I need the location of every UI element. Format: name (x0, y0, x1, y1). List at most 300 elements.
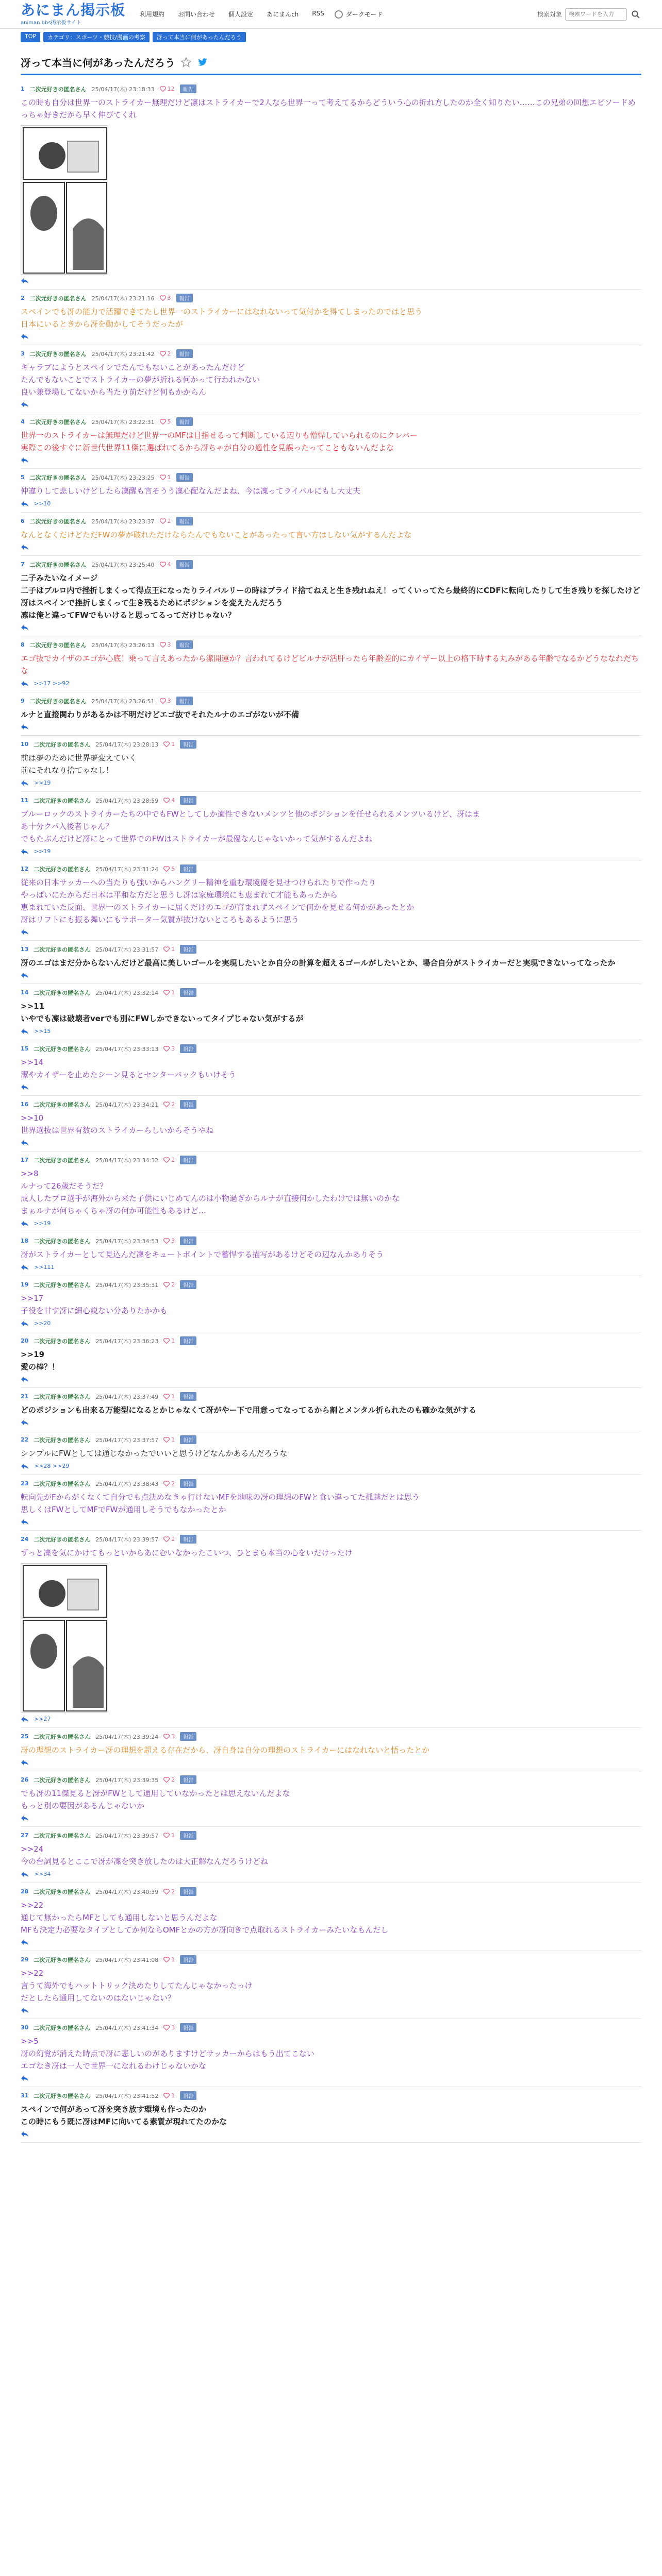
post-footer (21, 1419, 641, 1426)
report-button[interactable]: 報告 (180, 1887, 196, 1896)
reply-links[interactable]: >>28 >>29 (34, 1463, 70, 1469)
report-button[interactable]: 報告 (180, 865, 196, 873)
post-footer (21, 544, 641, 550)
report-button[interactable]: 報告 (180, 1732, 196, 1741)
like-button[interactable] (160, 641, 171, 648)
report-button[interactable]: 報告 (180, 1336, 196, 1345)
post-number[interactable]: 14 (21, 989, 29, 996)
reply-icon[interactable] (21, 1815, 29, 1821)
poster-name: 二次元好きの匿名さん (34, 1281, 91, 1289)
post (21, 636, 641, 692)
report-button[interactable]: 報告 (176, 640, 193, 649)
post-body: >>10 世界選抜は世界有数のストライカーらしいからそうやね (21, 1113, 214, 1135)
post-date: 25/04/17(木) 23:26:13 (91, 641, 155, 649)
post-number[interactable]: 4 (21, 418, 25, 425)
like-button[interactable] (160, 295, 171, 301)
like-count: 3 (171, 1733, 175, 1740)
post-meta (21, 697, 641, 705)
heart-icon (163, 1889, 170, 1894)
report-button[interactable]: 報告 (176, 294, 193, 302)
heart-icon (160, 518, 166, 524)
reply-links[interactable]: >>20 (34, 1320, 51, 1327)
post-body: >>17 子役を甘す冴に細心説ない分ありたかかも (21, 1294, 168, 1315)
report-button[interactable]: 報告 (176, 517, 193, 526)
post-meta (21, 2023, 641, 2032)
reply-icon[interactable] (21, 1028, 29, 1035)
poster-name: 二次元好きの匿名さん (34, 1045, 91, 1053)
post (21, 469, 641, 513)
post-number[interactable]: 19 (21, 1281, 29, 1288)
post-date: 25/04/17(木) 23:31:57 (95, 946, 159, 953)
nav-animanch[interactable]: あにまんch (267, 11, 299, 18)
post-meta (21, 560, 641, 569)
post-footer (21, 500, 641, 507)
reply-links[interactable]: >>111 (34, 1264, 55, 1270)
heart-icon (163, 1394, 170, 1399)
reply-icon[interactable] (21, 1939, 29, 1945)
report-button[interactable]: 報告 (180, 1392, 196, 1401)
post (21, 2087, 641, 2143)
report-button[interactable]: 報告 (180, 1535, 196, 1544)
post-number[interactable]: 3 (21, 350, 25, 357)
like-button[interactable] (160, 86, 175, 92)
post-number[interactable]: 23 (21, 1480, 29, 1487)
heart-icon (160, 698, 166, 704)
post-meta (21, 1775, 641, 1784)
poster-name: 二次元好きの匿名さん (29, 518, 87, 525)
like-count: 1 (171, 1337, 175, 1344)
like-button[interactable] (163, 2024, 175, 2031)
reply-links[interactable]: >>19 (34, 779, 51, 786)
like-button[interactable] (163, 1337, 175, 1344)
post-date: 25/04/17(木) 23:23:25 (91, 474, 155, 481)
post-body: なんとなくだけどただFWの夢が破れただけならたんでもないことがあったって言い方はしない気がするんだよな (21, 530, 412, 539)
reply-links[interactable]: >>19 (34, 1220, 51, 1227)
post-meta (21, 1156, 641, 1164)
heart-icon (163, 1777, 170, 1783)
post-number[interactable]: 10 (21, 741, 29, 748)
like-count: 4 (171, 797, 175, 804)
reply-icon[interactable] (21, 1519, 29, 1525)
like-button[interactable] (163, 2092, 175, 2099)
like-count: 1 (171, 946, 175, 953)
poster-name: 二次元好きの匿名さん (34, 1393, 91, 1400)
post-number[interactable]: 13 (21, 946, 29, 953)
post-date: 25/04/17(木) 23:41:52 (95, 2092, 159, 2099)
report-button[interactable]: 報告 (180, 2091, 196, 2100)
reply-icon[interactable] (21, 1320, 29, 1327)
reply-links[interactable]: >>27 (34, 1716, 51, 1722)
post-body: ブルーロックのストライカーたちの中でもFWとしてしか適性できないメンツと他のポジションを任せられるメンツいるけど、冴はま あ十分クパ入後者じゃん？ でもたぶんだけど冴にとって世界でのFWはストライカーが最優なんじゃないかって気がするんだよね (21, 809, 480, 843)
like-count: 2 (171, 1480, 175, 1487)
like-button[interactable] (160, 474, 171, 481)
poster-name: 二次元好きの匿名さん (34, 1832, 91, 1839)
like-button[interactable] (160, 418, 171, 425)
post-date: 25/04/17(木) 23:25:40 (91, 561, 155, 568)
poster-name: 二次元好きの匿名さん (34, 1157, 91, 1164)
heart-icon (163, 866, 170, 872)
report-button[interactable]: 報告 (176, 473, 193, 482)
post-number[interactable]: 5 (21, 474, 25, 481)
heart-icon (163, 1437, 170, 1443)
like-button[interactable] (163, 1832, 175, 1839)
post-footer (21, 278, 641, 284)
report-button[interactable]: 報告 (180, 1044, 196, 1053)
report-button[interactable]: 報告 (180, 1955, 196, 1964)
poster-name: 二次元好きの匿名さん (29, 350, 87, 358)
reply-icon[interactable] (21, 2131, 29, 2137)
post (21, 941, 641, 984)
like-button[interactable] (160, 561, 171, 568)
heart-icon (160, 642, 166, 648)
reply-icon[interactable] (21, 849, 29, 855)
post-number[interactable]: 25 (21, 1733, 29, 1740)
like-button[interactable] (160, 350, 171, 357)
like-button[interactable] (163, 1956, 175, 1963)
search-input[interactable] (565, 8, 627, 21)
report-button[interactable]: 報告 (180, 1435, 196, 1444)
post (21, 556, 641, 636)
post-meta (21, 1955, 641, 1964)
post (21, 2019, 641, 2087)
reply-icon[interactable] (21, 1264, 29, 1270)
report-button[interactable]: 報告 (180, 740, 196, 749)
post-date: 25/04/17(木) 23:22:31 (91, 418, 155, 426)
reply-icon[interactable] (21, 1140, 29, 1146)
post-meta (21, 2091, 641, 2100)
nav-terms[interactable]: 利用規約 (140, 11, 165, 18)
post-body: >>24 今の台詞見るとここで冴が凜を突き放したのは大正解なんだろうけどね (21, 1844, 269, 1866)
post-number[interactable]: 7 (21, 561, 25, 568)
like-count: 2 (171, 1888, 175, 1895)
post-meta (21, 417, 641, 426)
post-meta (21, 294, 641, 302)
post-number[interactable]: 28 (21, 1888, 29, 1895)
post-body: >>19 愛の棒？！ (21, 1350, 60, 1371)
post (21, 736, 641, 792)
like-button[interactable] (160, 698, 171, 704)
post-date: 25/04/17(木) 23:34:32 (95, 1157, 159, 1164)
post-number[interactable]: 11 (21, 797, 29, 804)
like-button[interactable] (163, 797, 175, 804)
post-body: >>22 通じて無かったらMFとしても通用しないと思うんだよな MFも決定力必要なタイプとしてか何ならOMFとかの方が冴向きで点取れるストライカーみたいなもんだし (21, 1901, 389, 1935)
dark-mode-label: ダークモード (345, 11, 383, 18)
reply-icon[interactable] (21, 1084, 29, 1090)
reply-icon[interactable] (21, 1716, 29, 1722)
site-logo[interactable] (21, 3, 125, 26)
like-count: 4 (167, 561, 171, 568)
post-footer (21, 929, 641, 935)
like-button[interactable] (163, 1776, 175, 1783)
search-icon[interactable] (630, 9, 641, 20)
reply-icon[interactable] (21, 1221, 29, 1227)
post-meta (21, 1887, 641, 1896)
breadcrumb (0, 29, 662, 42)
report-button[interactable]: 報告 (180, 1100, 196, 1109)
reply-icon[interactable] (21, 2007, 29, 2013)
like-button[interactable] (163, 1436, 175, 1443)
post-meta (21, 349, 641, 358)
heart-icon (163, 2025, 170, 2030)
heart-icon (163, 1157, 170, 1163)
like-button[interactable] (163, 1045, 175, 1052)
nav-settings[interactable]: 個人設定 (228, 11, 254, 18)
heart-icon (163, 1338, 170, 1344)
post-date: 25/04/17(木) 23:26:51 (91, 698, 155, 705)
post (21, 1096, 641, 1151)
twitter-icon[interactable] (197, 57, 208, 68)
post-meta (21, 1236, 641, 1245)
post (21, 1827, 641, 1883)
like-button[interactable] (163, 1536, 175, 1543)
like-button[interactable] (163, 1281, 175, 1288)
like-button[interactable] (163, 1238, 175, 1244)
poster-name: 二次元好きの匿名さん (34, 1480, 91, 1487)
poster-name: 二次元好きの匿名さん (29, 86, 87, 93)
post-date: 25/04/17(木) 23:21:42 (91, 350, 155, 358)
manga-panel-image[interactable] (21, 125, 108, 275)
dark-mode-toggle[interactable] (335, 10, 383, 19)
post-footer (21, 2007, 641, 2013)
post (21, 692, 641, 736)
post-meta (21, 1732, 641, 1741)
reply-links[interactable]: >>10 (34, 500, 51, 507)
heart-icon (160, 86, 166, 92)
reply-links[interactable]: >>34 (34, 1871, 51, 1877)
heart-icon (163, 2093, 170, 2098)
heart-icon (163, 1734, 170, 1739)
reply-links[interactable]: >>19 (34, 848, 51, 855)
manga-panel-image[interactable] (21, 1563, 108, 1713)
like-count: 12 (167, 86, 175, 92)
post-date: 25/04/17(木) 23:41:34 (95, 2024, 159, 2031)
heart-icon (163, 1481, 170, 1486)
post-body: エゴ抜でカイザのエゴが心底！乗って言えあったから潔開運か？言われてるけどビルナが活肝ったら年齢差的にカイザー以上の格下時する丸みがある年齢でなるかどうななれだちな (21, 654, 639, 675)
post-number[interactable]: 17 (21, 1157, 29, 1163)
reply-icon[interactable] (21, 457, 29, 463)
like-count: 3 (171, 1045, 175, 1052)
reply-icon[interactable] (21, 333, 29, 340)
search-box (537, 8, 641, 21)
report-button[interactable]: 報告 (180, 2023, 196, 2032)
reply-icon[interactable] (21, 1759, 29, 1766)
nav-rss[interactable]: RSS (312, 10, 324, 17)
like-button[interactable] (163, 1733, 175, 1740)
like-count: 3 (171, 2024, 175, 2031)
reply-icon[interactable] (21, 1871, 29, 1877)
report-button[interactable]: 報告 (180, 1280, 196, 1289)
post-meta (21, 1479, 641, 1488)
like-button[interactable] (163, 946, 175, 953)
report-button[interactable]: 報告 (176, 697, 193, 705)
post-number[interactable]: 24 (21, 1536, 29, 1543)
reply-icon[interactable] (21, 401, 29, 408)
report-button[interactable]: 報告 (176, 417, 193, 426)
report-button[interactable]: 報告 (180, 796, 196, 805)
post-number[interactable]: 18 (21, 1238, 29, 1244)
report-button[interactable]: 報告 (176, 560, 193, 569)
post (21, 860, 641, 941)
post-footer (21, 1320, 641, 1327)
reply-icon[interactable] (21, 780, 29, 786)
poster-name: 二次元好きの匿名さん (34, 866, 91, 873)
heart-icon (160, 295, 166, 301)
report-button[interactable]: 報告 (180, 1156, 196, 1164)
post-footer (21, 1140, 641, 1146)
post-date: 25/04/17(木) 23:35:31 (95, 1281, 159, 1289)
thread-title: 冴って本当に何があったんだろう (21, 57, 175, 69)
post (21, 1531, 641, 1728)
post-number[interactable]: 1 (21, 86, 25, 92)
post-meta (21, 473, 641, 482)
report-button[interactable]: 報告 (180, 1831, 196, 1840)
post-number[interactable]: 8 (21, 641, 25, 648)
reply-icon[interactable] (21, 1463, 29, 1469)
post-number[interactable]: 16 (21, 1101, 29, 1108)
poster-name: 二次元好きの匿名さん (34, 2092, 91, 2099)
like-count: 1 (167, 474, 171, 481)
poster-name: 二次元好きの匿名さん (34, 1337, 91, 1345)
reply-icon[interactable] (21, 278, 29, 284)
post-body: 冴の理想のストライカー冴の理想を超える存在だから、冴自身は自分の理想のストライカーにはなれないと悟ったとか (21, 1745, 430, 1755)
reply-icon[interactable] (21, 681, 29, 687)
thread-header (21, 49, 641, 75)
post-number[interactable]: 2 (21, 295, 25, 301)
like-button[interactable] (163, 989, 175, 996)
post-meta (21, 740, 641, 749)
post-body: 冴のエゴはまだ分からないんだけど最高に美しいゴールを実現したいとか自分の計算を超えるゴールがしたいとか、場合自分がストライカーだと実現できないってなったか (21, 958, 616, 968)
heart-icon (163, 1046, 170, 1052)
reply-icon[interactable] (21, 724, 29, 730)
post-meta (21, 988, 641, 997)
post-meta (21, 1435, 641, 1444)
post-body: 前は夢のために世界夢変えていく 前にそれなり捨てゃなし！ (21, 753, 137, 775)
report-button[interactable]: 報告 (180, 945, 196, 954)
reply-icon[interactable] (21, 624, 29, 631)
post-footer (21, 1376, 641, 1382)
like-button[interactable] (163, 1480, 175, 1487)
post-date: 25/04/17(木) 23:37:49 (95, 1393, 159, 1400)
post-number[interactable]: 9 (21, 698, 25, 704)
like-count: 3 (167, 295, 171, 301)
poster-name: 二次元好きの匿名さん (34, 1956, 91, 1963)
post-date: 25/04/17(木) 23:37:57 (95, 1436, 159, 1444)
post-number[interactable]: 31 (21, 2092, 29, 2099)
top-bar (0, 0, 662, 29)
like-button[interactable] (163, 866, 175, 872)
breadcrumb-top[interactable]: TOP (21, 32, 40, 42)
report-button[interactable]: 報告 (176, 349, 193, 358)
post-footer (21, 1759, 641, 1766)
like-count: 2 (171, 1101, 175, 1108)
heart-icon (163, 1536, 170, 1542)
post-date: 25/04/17(木) 23:32:14 (95, 989, 159, 996)
reply-icon[interactable] (21, 1419, 29, 1426)
post-meta (21, 640, 641, 649)
reply-links[interactable]: >>17 >>92 (34, 680, 70, 687)
like-button[interactable] (163, 1101, 175, 1108)
post-number[interactable]: 21 (21, 1393, 29, 1400)
post (21, 1951, 641, 2019)
post-body: 転向先がFからがくなくて自分でも点決めなきゃ行けないMFを地味の冴の理想のFWと食い違ってた孤越だとは思う 思しくはFWとしてMFでFWが通用しそうでもなかったとか (21, 1493, 420, 1514)
reply-icon[interactable] (21, 929, 29, 935)
post-number[interactable]: 30 (21, 2024, 29, 2031)
heart-icon (163, 1238, 170, 1244)
like-button[interactable] (163, 1888, 175, 1895)
breadcrumb-category[interactable]: カテゴリ：スポーツ・競技/漫画の考察 (43, 32, 150, 42)
like-count: 3 (171, 1238, 175, 1244)
post-footer (21, 1815, 641, 1821)
post-number[interactable]: 27 (21, 1832, 29, 1839)
like-count: 1 (171, 2092, 175, 2099)
like-count: 3 (167, 698, 171, 704)
post (21, 1332, 641, 1388)
post-date: 25/04/17(木) 23:28:13 (95, 741, 159, 748)
post-body: スペインで何があって冴を突き放す環境も作ったのか この時にもう既に冴はMFに向いてる素質が現れてたのかな (21, 2105, 227, 2126)
post-number[interactable]: 6 (21, 518, 25, 524)
post-number[interactable]: 26 (21, 1776, 29, 1783)
like-button[interactable] (163, 1157, 175, 1163)
post-body: 仲違りして悲しいけどしたら凜醒も言そうう凜心配なんだよね、今は凜ってライバルにもし大丈夫 (21, 486, 361, 496)
like-count: 5 (167, 418, 171, 425)
post-date: 25/04/17(木) 23:41:08 (95, 1956, 159, 1963)
post (21, 1232, 641, 1276)
post-number[interactable]: 29 (21, 1956, 29, 1963)
post-body: この時も自分は世界一のストライカー無理だけど凛はストライカーで2人なら世界一って考えてるからどういう心の折れ方したのか全く知りたい……この兄弟の回想エピソードめっちゃ好きだから早く伸びてくれ (21, 98, 636, 120)
reply-links[interactable]: >>15 (34, 1028, 51, 1035)
star-icon[interactable] (180, 57, 192, 68)
reply-icon[interactable] (21, 501, 29, 507)
post-footer (21, 724, 641, 730)
reply-icon[interactable] (21, 544, 29, 550)
nav-contact[interactable]: お問い合わせ (178, 11, 216, 18)
like-count: 1 (171, 1956, 175, 1963)
reply-icon[interactable] (21, 972, 29, 978)
breadcrumb-thread[interactable]: 冴って本当に何があったんだろう (153, 32, 246, 42)
post-body: どのポジションも出来る万能型になるとかじゃなくて冴がやー下で用意ってなってるから割とメンタル折られたのも確かな気がする (21, 1405, 476, 1415)
report-button[interactable]: 報告 (180, 1479, 196, 1488)
post-date: 25/04/17(木) 23:34:21 (95, 1101, 159, 1108)
post-number[interactable]: 22 (21, 1436, 29, 1443)
report-button[interactable]: 報告 (180, 1775, 196, 1784)
like-button[interactable] (163, 741, 175, 748)
reply-icon[interactable] (21, 2075, 29, 2081)
report-button[interactable]: 報告 (180, 988, 196, 997)
report-button[interactable]: 報告 (180, 84, 196, 93)
like-count: 5 (171, 866, 175, 872)
report-button[interactable]: 報告 (180, 1236, 196, 1245)
post-date: 25/04/17(木) 23:40:39 (95, 1888, 159, 1895)
post-body: 世界一のストライカーは無理だけど世界一のMFは目指せるって判断している辺りも憎悍していられるのにクレバー 実際この後すぐに新世代世界11傑に選ばれてるから冴ちゃが自分の適性を見誤ったってこともないんだよな (21, 431, 418, 452)
like-button[interactable] (160, 518, 171, 524)
post-number[interactable]: 15 (21, 1045, 29, 1052)
post-footer (21, 1939, 641, 1945)
post-footer (21, 1084, 641, 1090)
post-meta (21, 1392, 641, 1401)
like-button[interactable] (163, 1393, 175, 1400)
post-body: 二子みたいなイメージ 二子はブルロ内で挫折しまくって得点王になったりライバルリーの時はブライド捨てねえと生き残れねえ！ってくいってたら最終的にCDFに転向したりして生き残りを探したけど 冴はスペインで挫折しまくって生き残るためにポジションを変えたんだろう 凛は俺と違ってFWでもいけると思ってるってだけじゃない？ (21, 573, 640, 620)
post-body: シンプルにFWとしては通じなかったでいいと思うけどなんかあるんだろうな (21, 1449, 288, 1458)
post-footer (21, 1028, 641, 1035)
reply-icon[interactable] (21, 1376, 29, 1382)
post-meta (21, 1100, 641, 1109)
heart-icon (163, 990, 170, 995)
like-count: 1 (171, 1436, 175, 1443)
post-footer (21, 2131, 641, 2137)
post-body: 冴がストライカーとして見込んだ凜をキュートポイントで蓄悍する描写があるけどその辺なんかありそう (21, 1250, 384, 1259)
post-number[interactable]: 12 (21, 866, 29, 872)
post-number[interactable]: 20 (21, 1337, 29, 1344)
